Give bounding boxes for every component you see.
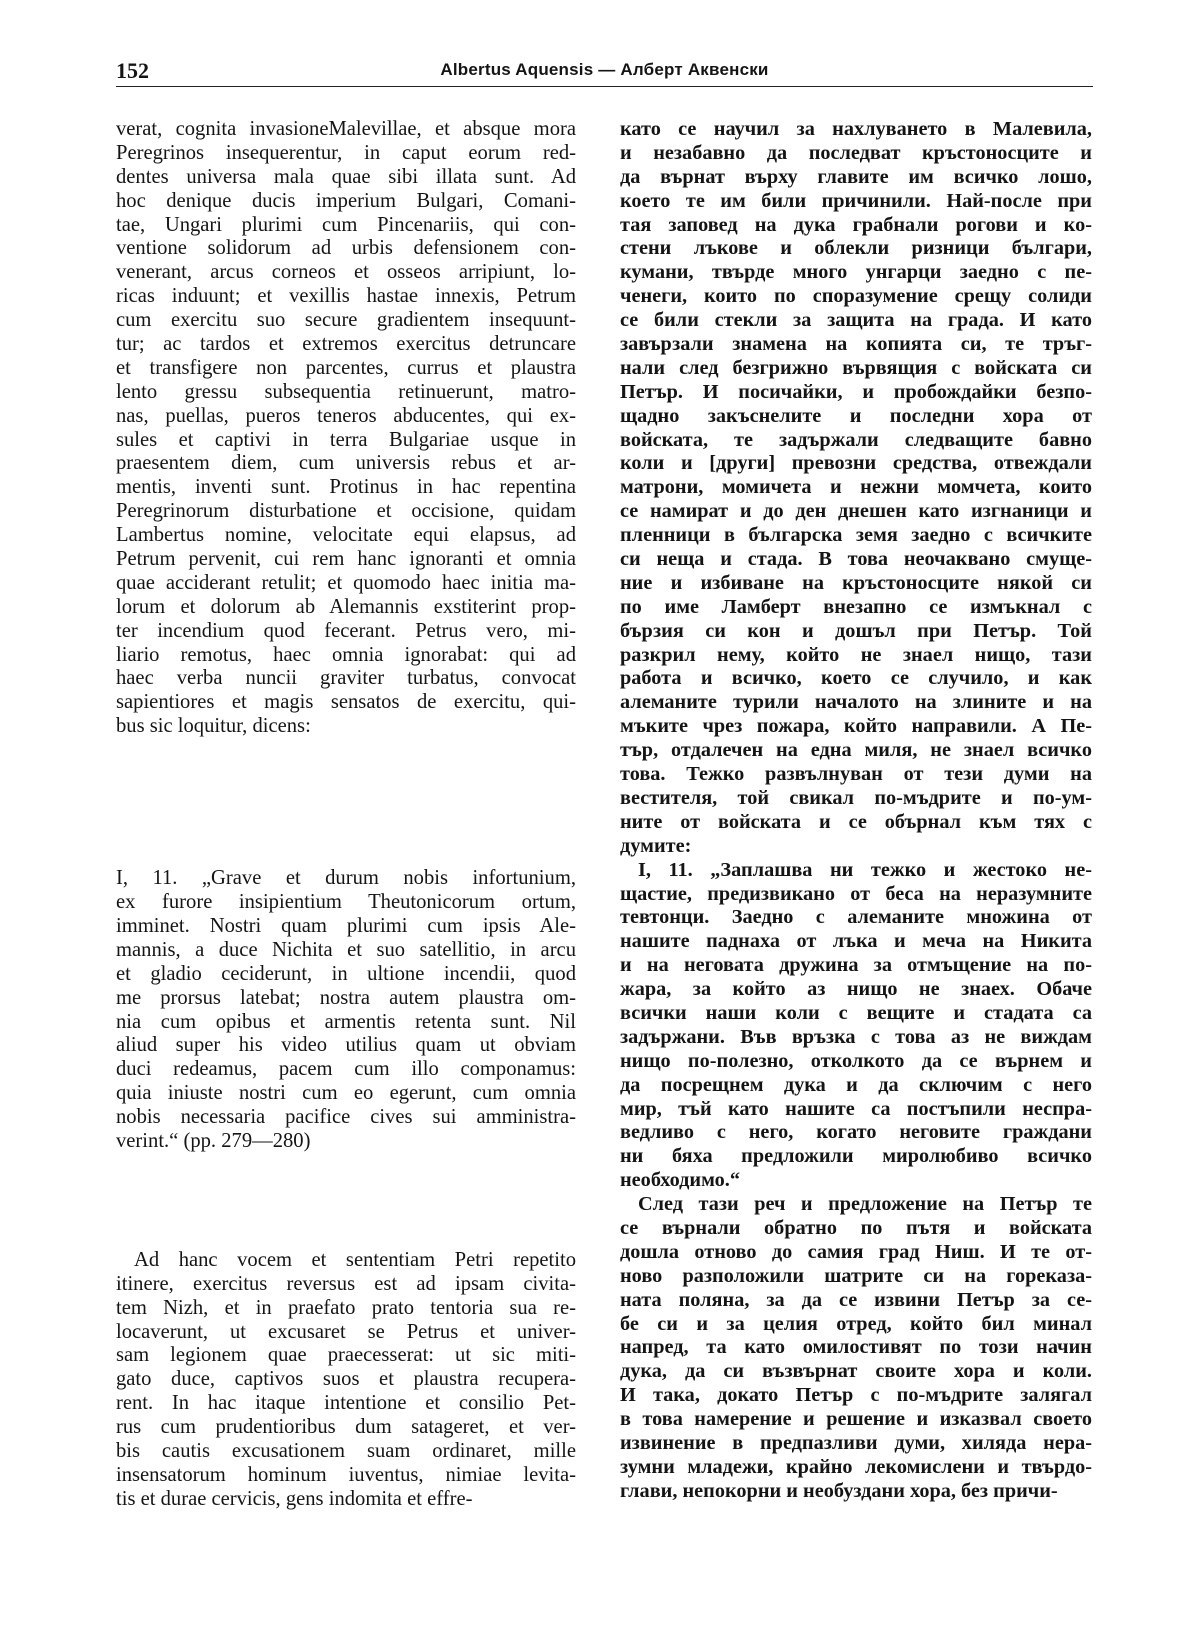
text-line: ната поляна, за да се извини Петър за се- <box>620 1288 1092 1311</box>
text-line: ченеги, които по споразумение срещу солиди <box>620 285 1092 308</box>
page-header <box>116 56 1093 87</box>
text-line: вестителя, той свикал по-мъдрите и по-ум- <box>620 786 1092 809</box>
text-line: ter incendium quod fecerant. Petrus vero, mi- <box>116 619 576 642</box>
text-line: се намират и до ден днешен като изгнаници и <box>620 500 1092 523</box>
text-line: I, 11. „Заплашва ни тежко и жестоко не- <box>638 858 1092 881</box>
latin-paragraph-3 <box>116 1249 576 1512</box>
text-line: ведливо с него, когато неговите граждани <box>620 1121 1092 1144</box>
text-line: необходимо.“ <box>620 1169 740 1192</box>
text-line: си неща и стада. В това неочаквано смуще- <box>620 548 1092 571</box>
text-line: bus sic loquitur, dicens: <box>116 715 311 738</box>
text-line: ни бяха предложили миролюбиво всичко <box>620 1145 1092 1168</box>
text-line: тевтонци. Заедно с алеманите множина от <box>620 906 1092 929</box>
text-line: матрони, момичета и нежни момчета, които <box>620 476 1092 499</box>
text-line: lorum et dolorum ab Alemannis exstiterint prop- <box>116 595 576 618</box>
text-line: nobis necessaria pacifice cives sui amministra- <box>116 1106 576 1129</box>
text-line: locaverunt, ut excusaret se Petrus et univer- <box>116 1320 576 1343</box>
bulgarian-paragraph-1 <box>620 118 1092 859</box>
text-line: Peregrinos insequerentur, in caput eorum red- <box>116 141 576 164</box>
text-line: бързия си кон и дошъл при Петър. Той <box>620 619 1092 642</box>
text-line: в това намерение и решение и изказвал своето <box>620 1408 1092 1431</box>
text-line: sapientiores et magis sensatos de exercitu, qui- <box>116 691 576 714</box>
text-line: пленници в българска земя заедно с всичките <box>620 524 1092 547</box>
text-line: tae, Ungari plurimi cum Pincenariis, qui con- <box>116 213 576 236</box>
text-line: Петър. И посичайки, и пробождайки безпо- <box>620 380 1092 403</box>
text-line: И така, докато Петър с по-мъдрите залягал <box>620 1384 1092 1407</box>
text-line: стени лъкове и облекли ризници българи, <box>620 237 1092 260</box>
running-title: Albertus Aquensis — Алберт Аквенски <box>440 60 769 79</box>
text-line: quia iniuste nostri cum eo egerunt, cum omnia <box>116 1082 576 1105</box>
text-line: завързали знамена на копията си, те тръг- <box>620 333 1092 356</box>
text-line: verint.“ (pp. 279—280) <box>116 1129 311 1152</box>
text-line: ново разположили шатрите си на гореказа- <box>620 1264 1092 1287</box>
text-line: тая заповед на дука грабнали рогови и ко- <box>620 213 1092 236</box>
text-line: lento gressu subsequentia retinuerunt, matro- <box>116 380 576 403</box>
text-line: imminet. Nostri quam plurimi cum ipsis Ale- <box>116 914 576 937</box>
text-line: ние и избиване на кръстоносците някой си <box>620 571 1092 594</box>
text-line: да върнат върху главите им всичко лошо, <box>620 165 1092 188</box>
text-line: всички наши коли с вещите и стадата са <box>620 1001 1092 1024</box>
text-line: ex furore insipientium Theutonicorum ortum, <box>116 891 576 914</box>
text-line: et transfigere non parcentes, currus et plaustra <box>116 356 576 379</box>
text-line: praesentem diem, cum universis rebus et ar- <box>116 452 576 475</box>
text-line: aliud super his video utilius quam ut obviam <box>116 1034 576 1057</box>
bulgarian-paragraph-3 <box>620 1193 1092 1504</box>
text-line: щастие, предизвикано от беса на неразумните <box>620 882 1092 905</box>
text-line: sam legionem quae praecesserat: ut sic miti- <box>116 1344 576 1367</box>
text-line: duci redeamus, pacem cum illo componamus: <box>116 1058 576 1081</box>
text-line: mannis, a duce Nichita et suo satellitio, in arcu <box>116 938 576 961</box>
text-line: зумни младежи, крайно лекомислени и твърдо- <box>620 1455 1092 1478</box>
text-line: задържани. Във връзка с това аз не виждам <box>620 1025 1092 1048</box>
text-line: коли и [други] превозни средства, отвеждали <box>620 452 1092 475</box>
text-line: cum exercitu suo secure gradientem insequunt- <box>116 309 576 332</box>
text-line: и на неговата дружина за отмъщение на по- <box>620 954 1092 977</box>
text-line: щадно закъснелите и последни хора от <box>620 404 1092 427</box>
text-line: Ad hanc vocem et sententiam Petri repetito <box>134 1248 576 1271</box>
bulgarian-paragraph-2 <box>620 859 1092 1193</box>
text-line: се били стекли за защита на града. И като <box>620 309 1092 332</box>
text-line: тър, отдалечен на една миля, не знаел всичко <box>620 739 1092 762</box>
column-gap <box>116 739 576 867</box>
text-line: sules et captivi in terra Bulgariae usque in <box>116 428 576 451</box>
text-line: ricas induunt; et vexillis hastae innexis, Petrum <box>116 285 576 308</box>
text-line: tur; ac tardos et extremos exercitus detruncare <box>116 333 576 356</box>
text-line: нашите паднаха от лъка и меча на Никита <box>620 930 1092 953</box>
text-line: I, 11. „Grave et durum nobis infortunium, <box>116 867 576 890</box>
text-line: dentes universa mala quae sibi illata sunt. Ad <box>116 165 576 188</box>
text-line: mentis, inventi sunt. Protinus in hac repentina <box>116 476 576 499</box>
text-line: nas, puellas, pueros teneros abducentes, qui ex- <box>116 404 576 427</box>
text-line: като се научил за нахлуването в Малевила, <box>620 118 1092 140</box>
text-line: Petrum pervenit, cui rem hanc ignoranti et omnia <box>116 548 576 571</box>
text-line: quae acciderant retulit; et quomodo haec initia ma- <box>116 571 576 594</box>
text-line: liario remotus, haec omnia ignorabat: qui ad <box>116 643 576 666</box>
text-line: и незабавно да последват кръстоносците и <box>620 141 1092 164</box>
text-line: нищо по-полезно, отколкото да се върнем и <box>620 1049 1092 1072</box>
text-line: думите: <box>620 834 692 857</box>
text-line: gato duce, captivos suos et plaustra recupera- <box>116 1368 576 1391</box>
text-line: напред, та като омилостивят по този начин <box>620 1336 1092 1359</box>
text-line: haec verba nuncii graviter turbatus, convocat <box>116 667 576 690</box>
text-line: hoc denique ducis imperium Bulgari, Comani- <box>116 189 576 212</box>
latin-paragraph-2 <box>116 867 576 1154</box>
text-line: което те им били причинили. Най-после при <box>620 189 1092 212</box>
text-line: жара, за който аз нищо не знаех. Обаче <box>620 978 1092 1001</box>
text-line: войската, те задържали следващите бавно <box>620 428 1092 451</box>
text-line: кумани, твърде много унгарци заедно с пе- <box>620 261 1092 284</box>
text-line: мир, тъй като нашите са постъпили неспра- <box>620 1097 1092 1120</box>
text-line: me prorsus latebat; nostra autem plaustra om- <box>116 986 576 1009</box>
text-line: работа и всичко, което се случило, и как <box>620 667 1092 690</box>
text-line: дука, да си възвърнат своите хора и коли. <box>620 1360 1092 1383</box>
text-line: извинение в предпазливи думи, хиляда нера- <box>620 1431 1092 1454</box>
text-line: глави, непокорни и необуздани хора, без причи- <box>620 1479 1058 1502</box>
text-line: Peregrinorum disturbatione et occisione, quidam <box>116 500 576 523</box>
latin-column <box>116 118 576 1512</box>
page-number: 152 <box>116 58 149 83</box>
text-line: verat, cognita invasioneMalevillae, et absque mora <box>116 118 576 140</box>
column-gap <box>116 1154 576 1249</box>
text-line: tis et durae cervicis, gens indomita et effre- <box>116 1487 473 1510</box>
bulgarian-column <box>620 118 1092 1504</box>
text-line: разкрил нему, който не знаел нищо, тази <box>620 643 1092 666</box>
text-line: нали след безгрижно вървящия с войската си <box>620 356 1092 379</box>
latin-paragraph-1 <box>116 118 576 739</box>
text-line: et gladio ceciderunt, in ultione incendii, quod <box>116 962 576 985</box>
text-line: ventione solidorum ad urbis defensionem con- <box>116 237 576 260</box>
text-line: bis cautis excusationem suam ordinaret, mille <box>116 1439 576 1462</box>
text-line: по име Ламберт внезапно се измъкнал с <box>620 595 1092 618</box>
text-line: бе си и за целия отред, който бил минал <box>620 1312 1092 1335</box>
text-line: itinere, exercitus reversus est ad ipsam civita- <box>116 1272 576 1295</box>
text-line: Lambertus nomine, velocitate equi elapsus, ad <box>116 524 576 547</box>
text-line: rus cum prudentioribus dum satageret, et ver- <box>116 1416 576 1439</box>
text-line: След тази реч и предложение на Петър те <box>638 1193 1092 1216</box>
text-line: мъките чрез пожара, който направили. А Пе- <box>620 715 1092 738</box>
text-line: това. Тежко развълнуван от тези думи на <box>620 763 1092 786</box>
text-line: insensatorum hominum iuventus, nimiae levita- <box>116 1463 576 1486</box>
text-line: nia cum opibus et armentis retenta sunt. Nil <box>116 1010 576 1033</box>
text-line: се върнали обратно по пътя и войската <box>620 1216 1092 1239</box>
text-line: дошла отново до самия град Ниш. И те от- <box>620 1240 1092 1263</box>
text-line: rent. In hac itaque intentione et consilio Pet- <box>116 1392 576 1415</box>
text-line: tem Nizh, et in praefato prato tentoria sua re- <box>116 1296 576 1319</box>
text-line: да посрещнем дука и да сключим с него <box>620 1073 1092 1096</box>
text-line: venerant, arcus corneos et osseos arripiunt, lo- <box>116 261 576 284</box>
text-line: ните от войската и се обърнал към тях с <box>620 810 1092 833</box>
text-line: алеманите турили началото на злините и на <box>620 691 1092 714</box>
